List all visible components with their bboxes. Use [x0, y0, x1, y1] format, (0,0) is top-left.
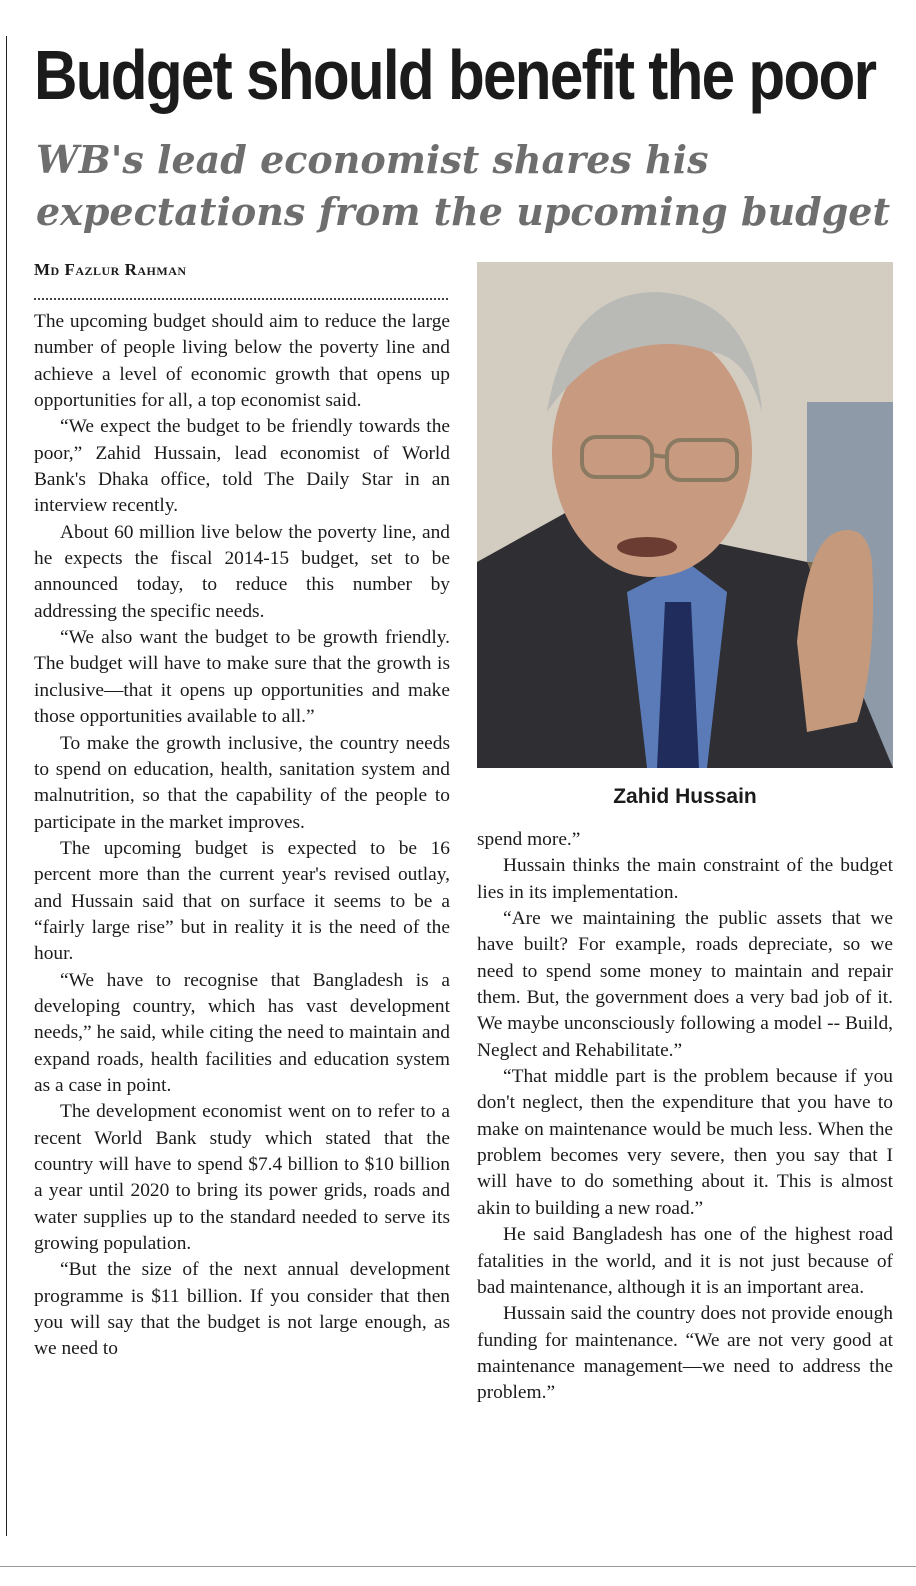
- paragraph: Hussain said the country does not provide enough funding for maintenance. “We are not very good at maintenance management—we need to address the problem.”: [477, 1303, 893, 1404]
- paragraph: The upcoming budget should aim to reduce the large number of people living below the poverty line and achieve a level of economic growth that opens up opportunities for all, a top economist said.: [34, 311, 450, 412]
- paragraph: “Are we maintaining the public assets that we have built? For example, roads depreciate, so we need to spend some money to maintain and repair them. But, the government does a very bad job of it. We maybe unconsciously following a model -- Build, Neglect and Rehabilitate.”: [477, 908, 893, 1061]
- paragraph: “We expect the budget to be friendly towards the poor,” Zahid Hussain, lead economist of World Bank's Dhaka office, told The Daily Star in an interview recently.: [34, 416, 450, 517]
- paragraph: “That middle part is the problem because if you don't neglect, then the expenditure that you have to make on maintenance would be much less. When the problem becomes very severe, then you say that I will have to do something about it. This is almost akin to building a new road.”: [477, 1066, 893, 1219]
- left-column-rule: [6, 36, 7, 1536]
- byline: Md Fazlur Rahman: [34, 260, 187, 279]
- subheadline: WB's lead economist shares his expectations from the upcoming budget: [36, 137, 891, 234]
- paragraph: The upcoming budget is expected to be 16 percent more than the current year's revised outlay, and Hussain said that on surface it seems to be a “fairly large rise” but in reality it is the need of the hour.: [34, 837, 450, 965]
- paragraph: He said Bangladesh has one of the highest road fatalities in the world, and it is not just because of bad maintenance, although it is an important area.: [477, 1224, 893, 1298]
- paragraph: The development economist went on to refer to a recent World Bank study which stated that the country will have to spend $7.4 billion to $10 billion a year until 2020 to bring its power grids, roads and water supplies up to the standard needed to serve its growing population.: [34, 1101, 450, 1255]
- headline: Budget should benefit the poor: [34, 36, 876, 114]
- article-column-right: [477, 827, 893, 1407]
- photo-caption: Zahid Hussain: [613, 785, 757, 808]
- paragraph: To make the growth inclusive, the country needs to spend on education, health, sanitation system and malnutrition, so that the capability of the people to participate in the market improves.: [34, 732, 450, 833]
- portrait-illustration: [477, 262, 893, 768]
- bottom-rule: [0, 1566, 916, 1567]
- article-column-left: [34, 309, 450, 1363]
- byline-divider: [34, 298, 448, 300]
- paragraph: Hussain thinks the main constraint of the budget lies in its implementation.: [477, 855, 893, 903]
- paragraph: “But the size of the next annual development programme is $11 billion. If you consider that then you will say that the budget is not large enough, as we need to: [34, 1259, 450, 1360]
- paragraph: About 60 million live below the poverty line, and he expects the fiscal 2014-15 budget, set to be announced today, to reduce this number by addressing the specific needs.: [34, 521, 450, 622]
- paragraph: spend more.”: [477, 829, 581, 850]
- paragraph: “We also want the budget to be growth friendly. The budget will have to make sure that the growth is inclusive—that it opens up opportunities and make those opportunities available to all.”: [34, 627, 450, 728]
- portrait-photo: [477, 262, 893, 768]
- paragraph: “We have to recognise that Bangladesh is a developing country, which has vast development needs,” he said, while citing the need to maintain and expand roads, health facilities and education system as a case in point.: [34, 969, 450, 1096]
